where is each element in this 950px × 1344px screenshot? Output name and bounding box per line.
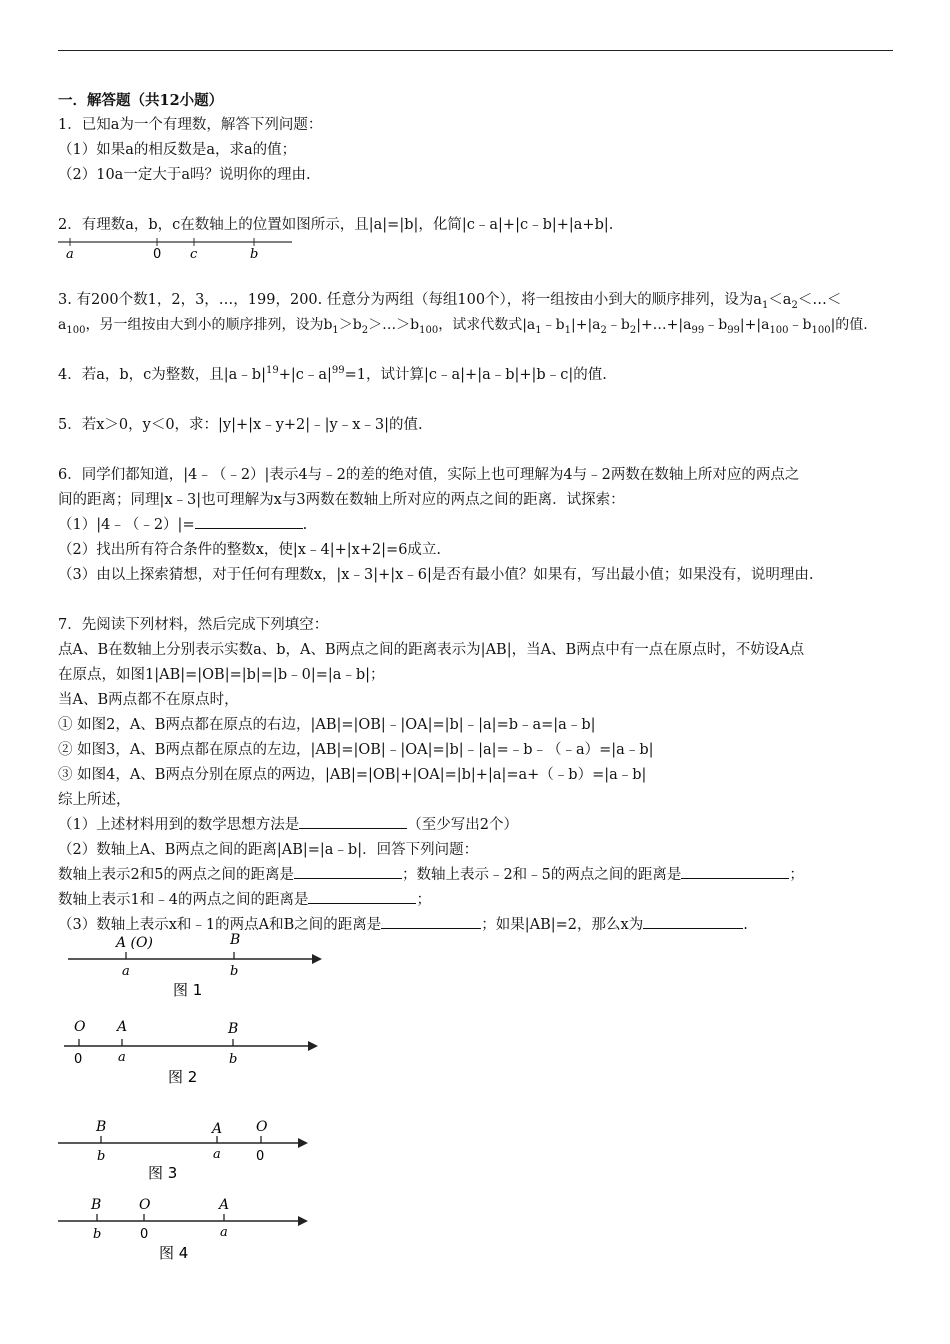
label-a: a bbox=[220, 1225, 228, 1240]
q6-line1: 6．同学们都知道，|4﹣（﹣2）|表示4与﹣2的差的绝对值，实际上也可理解为4与﹣2两数在数轴上所对应的两点之 bbox=[58, 467, 800, 483]
figure-caption: 图 4 bbox=[159, 1244, 189, 1262]
label-O: O bbox=[256, 1119, 268, 1135]
label-a: a bbox=[66, 247, 74, 262]
answer-blank[interactable] bbox=[299, 813, 407, 829]
q7-part2-line2: 数轴上表示1和﹣4的两点之间的距离是 ； bbox=[58, 888, 898, 913]
label-O: O bbox=[74, 1019, 86, 1035]
figure-caption: 图 2 bbox=[168, 1068, 198, 1086]
q4: 4．若a，b，c为整数，且$|a﹣b|^{19}+|c﹣a|^{99}=1$，试计算|c﹣a|+|a﹣b|+|b﹣c|的值. bbox=[58, 365, 607, 383]
label-c: c bbox=[190, 247, 198, 262]
label-B: B bbox=[230, 932, 241, 948]
figure-2 bbox=[62, 1014, 332, 1090]
answer-blank[interactable] bbox=[643, 913, 743, 929]
q7-line6: ② 如图3，A、B两点都在原点的左边，|AB|=|OB|﹣|OA|=|b|﹣|a|=﹣b﹣（﹣a）=|a﹣b| bbox=[58, 742, 654, 758]
figure-caption: 图 3 bbox=[148, 1164, 178, 1182]
q7-line4: 当A、B两点都不在原点时， bbox=[58, 692, 239, 708]
q6-part1: （1）|4﹣（﹣2）|= . bbox=[58, 513, 898, 538]
label-b: b bbox=[229, 1052, 238, 1067]
q6-part3: （3）由以上探索猜想，对于任何有理数x，|x﹣3|+|x﹣6|是否有最小值？如果有，写出最小值；如果没有，说明理由. bbox=[58, 567, 814, 583]
arrow-head bbox=[298, 1138, 308, 1148]
q7-part2: （2）数轴上A、B两点之间的距离|AB|=|a﹣b|．回答下列问题： bbox=[58, 842, 479, 858]
answer-blank[interactable] bbox=[381, 913, 481, 929]
label-O: O bbox=[139, 1197, 151, 1213]
label-b: b bbox=[93, 1227, 102, 1242]
label-A: A bbox=[219, 1197, 230, 1213]
q1-part2: （2）10a一定大于a吗？说明你的理由. bbox=[58, 167, 311, 183]
q7-part2-line1: 数轴上表示2和5的两点之间的距离是 ；数轴上表示﹣2和﹣5的两点之间的距离是 ； bbox=[58, 863, 898, 888]
label-b: b bbox=[97, 1149, 106, 1164]
q6-part2: （2）找出所有符合条件的整数x，使|x﹣4|+|x+2|=6成立. bbox=[58, 542, 442, 558]
label-a: a bbox=[213, 1147, 221, 1162]
figure-3 bbox=[56, 1116, 326, 1188]
q3-line2: $a_{100}$，另一组按由大到小的顺序排列，设为$b_1>b_2>\dots>b_{100}$，试求代数式$|a_1﹣b_1|+|a_2﹣b_2|+\dots+|a_{99}﹣b_{99}|+|a_{100}﹣b_{100}|$的值. bbox=[58, 317, 868, 336]
q7-line7: ③ 如图4，A、B两点分别在原点的两边，|AB|=|OB|+|OA|=|b|+|a|=a+（﹣b）=|a﹣b| bbox=[58, 767, 647, 783]
label-B: B bbox=[228, 1021, 239, 1037]
label-zero: 0 bbox=[140, 1227, 149, 1242]
q2-stem: 2．有理数a，b，c在数轴上的位置如图所示，且|a|=|b|，化简|c﹣a|+|c﹣b|+|a+b|. bbox=[58, 217, 614, 233]
section-title: 一．解答题（共12小题） bbox=[58, 92, 224, 109]
q7-line3: 在原点，如图1|AB|=|OB|=|b|=|b﹣0|=|a﹣b|； bbox=[58, 667, 385, 683]
label-B: B bbox=[96, 1119, 107, 1135]
label-a: a bbox=[118, 1050, 126, 1065]
header-rule bbox=[58, 50, 893, 51]
document-body bbox=[58, 88, 898, 938]
q3-line1: 3. 有200个数1，2，3，…，199，200. 任意分为两组（每组100个），将一组按由小到大的顺序排列，设为$a_1<a_2<\dots<$ bbox=[58, 292, 842, 311]
label-b: b bbox=[250, 247, 259, 262]
q7-line5: ① 如图2，A、B两点都在原点的右边，|AB|=|OB|﹣|OA|=|b|﹣|a|=b﹣a=|a﹣b| bbox=[58, 717, 596, 733]
answer-blank[interactable] bbox=[308, 888, 416, 904]
answer-blank[interactable] bbox=[294, 863, 402, 879]
label-zero: 0 bbox=[256, 1149, 265, 1164]
q2-number-line bbox=[56, 236, 296, 262]
q7-line8: 综上所述， bbox=[58, 792, 131, 808]
q7-part1: （1）上述材料用到的数学思想方法是 （至少写出2个） bbox=[58, 813, 898, 838]
q7-part3: （3）数轴上表示x和﹣1的两点A和B之间的距离是 ；如果|AB|=2，那么x为 . bbox=[58, 913, 898, 938]
figure-4 bbox=[56, 1194, 326, 1266]
figure-caption: 图 1 bbox=[173, 981, 203, 999]
label-b: b bbox=[230, 964, 239, 979]
label-A-O: A (O) bbox=[116, 935, 153, 951]
q5: 5．若x＞0，y＜0，求：|y|+|x﹣y+2|﹣|y﹣x﹣3|的值. bbox=[58, 417, 423, 433]
answer-blank[interactable] bbox=[681, 863, 789, 879]
label-A: A bbox=[117, 1019, 128, 1035]
q6-line2: 间的距离；同理|x﹣3|也可理解为x与3两数在数轴上所对应的两点之间的距离．试探索： bbox=[58, 492, 625, 508]
arrow-head bbox=[298, 1216, 308, 1226]
arrow-head bbox=[308, 1041, 318, 1051]
label-zero: 0 bbox=[153, 247, 162, 262]
q1-part1: （1）如果a的相反数是a，求a的值； bbox=[58, 142, 297, 158]
label-A: A bbox=[212, 1121, 223, 1137]
q7-line2: 点A、B在数轴上分别表示实数a、b，A、B两点之间的距离表示为|AB|，当A、B两点中有一点在原点时，不妨设A点 bbox=[58, 642, 805, 658]
label-zero: 0 bbox=[74, 1052, 83, 1067]
q1-stem: 1．已知a为一个有理数，解答下列问题： bbox=[58, 117, 323, 133]
label-B: B bbox=[91, 1197, 102, 1213]
figure-1 bbox=[66, 930, 336, 1000]
arrow-head bbox=[312, 954, 322, 964]
q7-line1: 7．先阅读下列材料，然后完成下列填空： bbox=[58, 617, 329, 633]
label-a: a bbox=[122, 964, 130, 979]
answer-blank[interactable] bbox=[195, 513, 303, 529]
